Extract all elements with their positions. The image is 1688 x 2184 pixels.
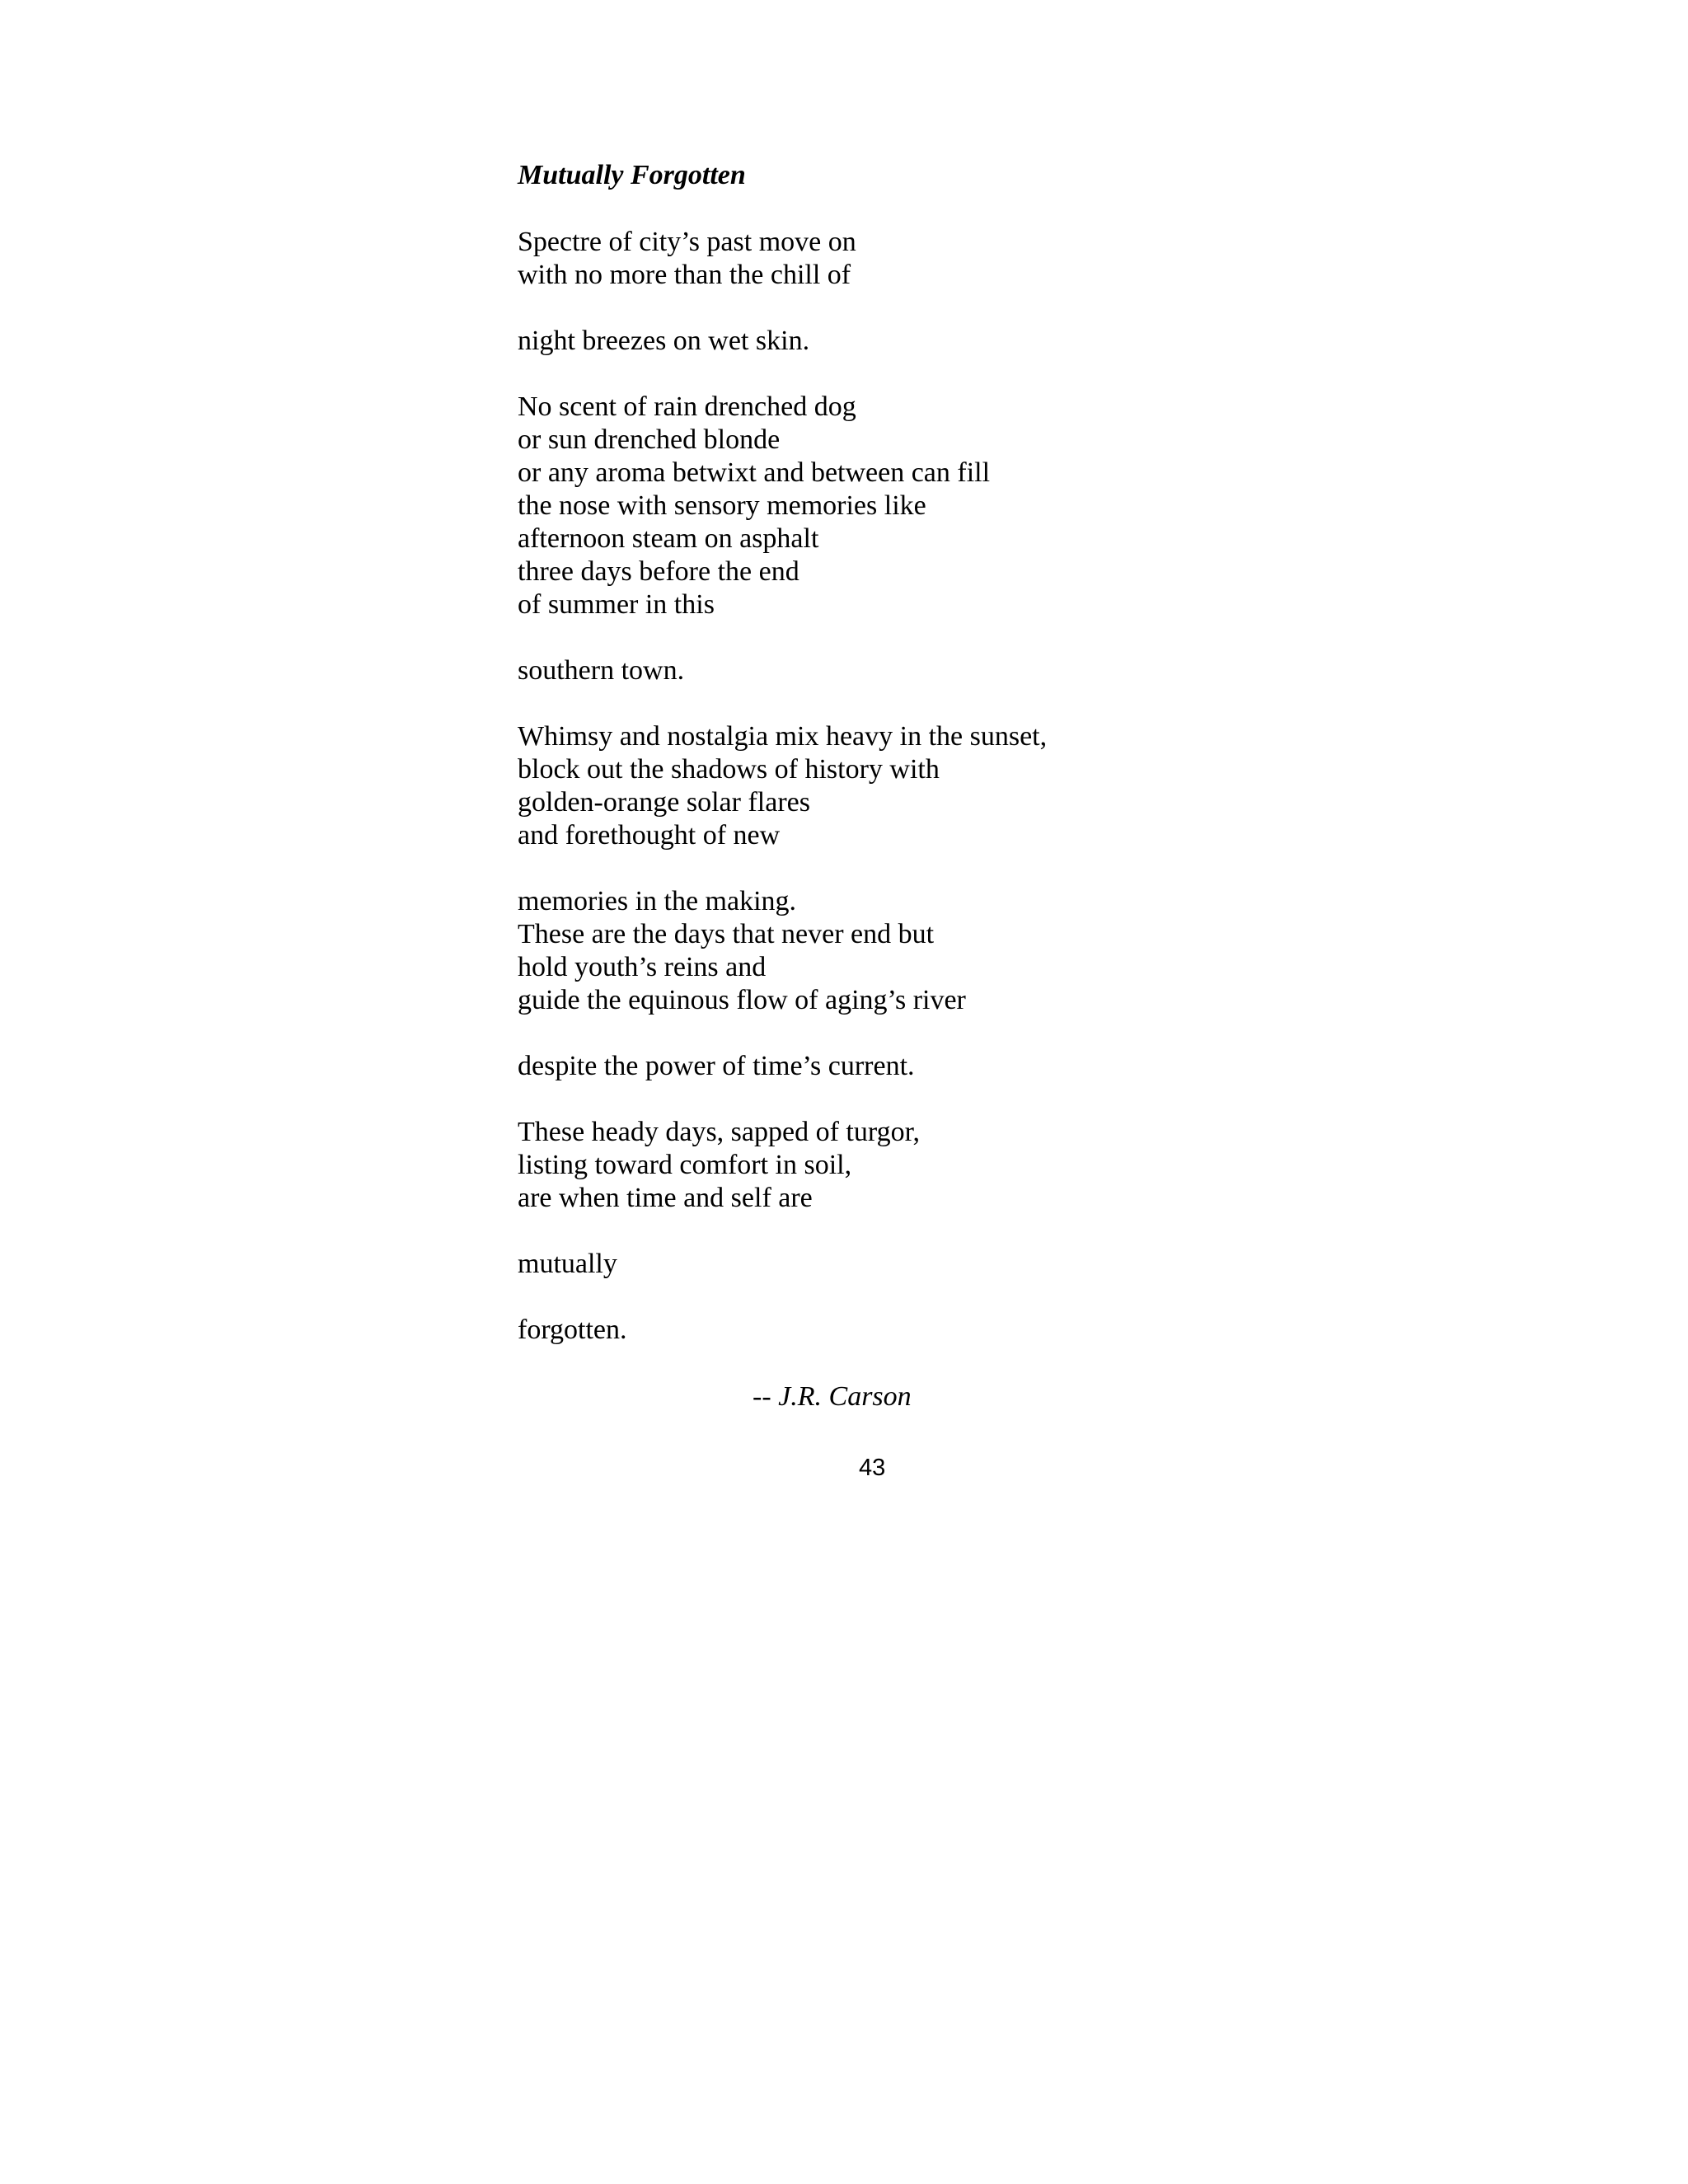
- poem-line: forgotten.: [518, 1315, 627, 1345]
- poem-line: of summer in this: [518, 589, 715, 620]
- poem-title: Mutually Forgotten: [518, 160, 746, 190]
- poem-stanza: [518, 391, 1259, 621]
- poem-attribution: [753, 1380, 912, 1413]
- poem-stanza: [518, 654, 1259, 687]
- poem-line: are when time and self are: [518, 1183, 813, 1213]
- poem-line: These heady days, sapped of turgor,: [518, 1117, 921, 1147]
- poem-stanza: [518, 720, 1259, 852]
- poem-line: guide the equinous flow of aging’s river: [518, 985, 966, 1015]
- poem-line: No scent of rain drenched dog: [518, 391, 856, 422]
- poem-line: Whimsy and nostalgia mix heavy in the sunset,: [518, 721, 1048, 752]
- poem-line: the nose with sensory memories like: [518, 490, 926, 521]
- poem-line: or any aroma betwixt and between can fill: [518, 457, 991, 488]
- poem-line: These are the days that never end but: [518, 919, 935, 949]
- poem-line: listing toward comfort in soil,: [518, 1150, 852, 1180]
- poem-stanza: [518, 1248, 1259, 1281]
- poem-stanza: [518, 226, 1259, 292]
- poem-line: with no more than the chill of: [518, 260, 851, 290]
- poem-stanza: [518, 1116, 1259, 1215]
- poem-line: memories in the making.: [518, 886, 797, 916]
- poem-line: or sun drenched blonde: [518, 424, 781, 455]
- poem-line: night breezes on wet skin.: [518, 326, 810, 356]
- poem-line: hold youth’s reins and: [518, 952, 767, 982]
- poem-stanza: [518, 1050, 1259, 1083]
- page-number: 43: [859, 1455, 886, 1481]
- poem-line: three days before the end: [518, 556, 799, 587]
- attribution-prefix: --: [753, 1381, 779, 1412]
- poem-line: block out the shadows of history with: [518, 754, 940, 785]
- poem-author: J.R. Carson: [778, 1381, 912, 1412]
- poem-stanza: [518, 325, 1259, 358]
- poem-stanza: [518, 1314, 1259, 1347]
- poem-stanza: [518, 885, 1259, 1017]
- poem-line: golden-orange solar flares: [518, 787, 810, 818]
- poem-line: despite the power of time’s current.: [518, 1051, 915, 1081]
- poem-line: Spectre of city’s past move on: [518, 227, 856, 257]
- poem-line: afternoon steam on asphalt: [518, 523, 819, 554]
- poem-body: [518, 226, 1259, 1380]
- poem-line: southern town.: [518, 655, 685, 686]
- poem-line: and forethought of new: [518, 820, 781, 851]
- poem-line: mutually: [518, 1249, 617, 1279]
